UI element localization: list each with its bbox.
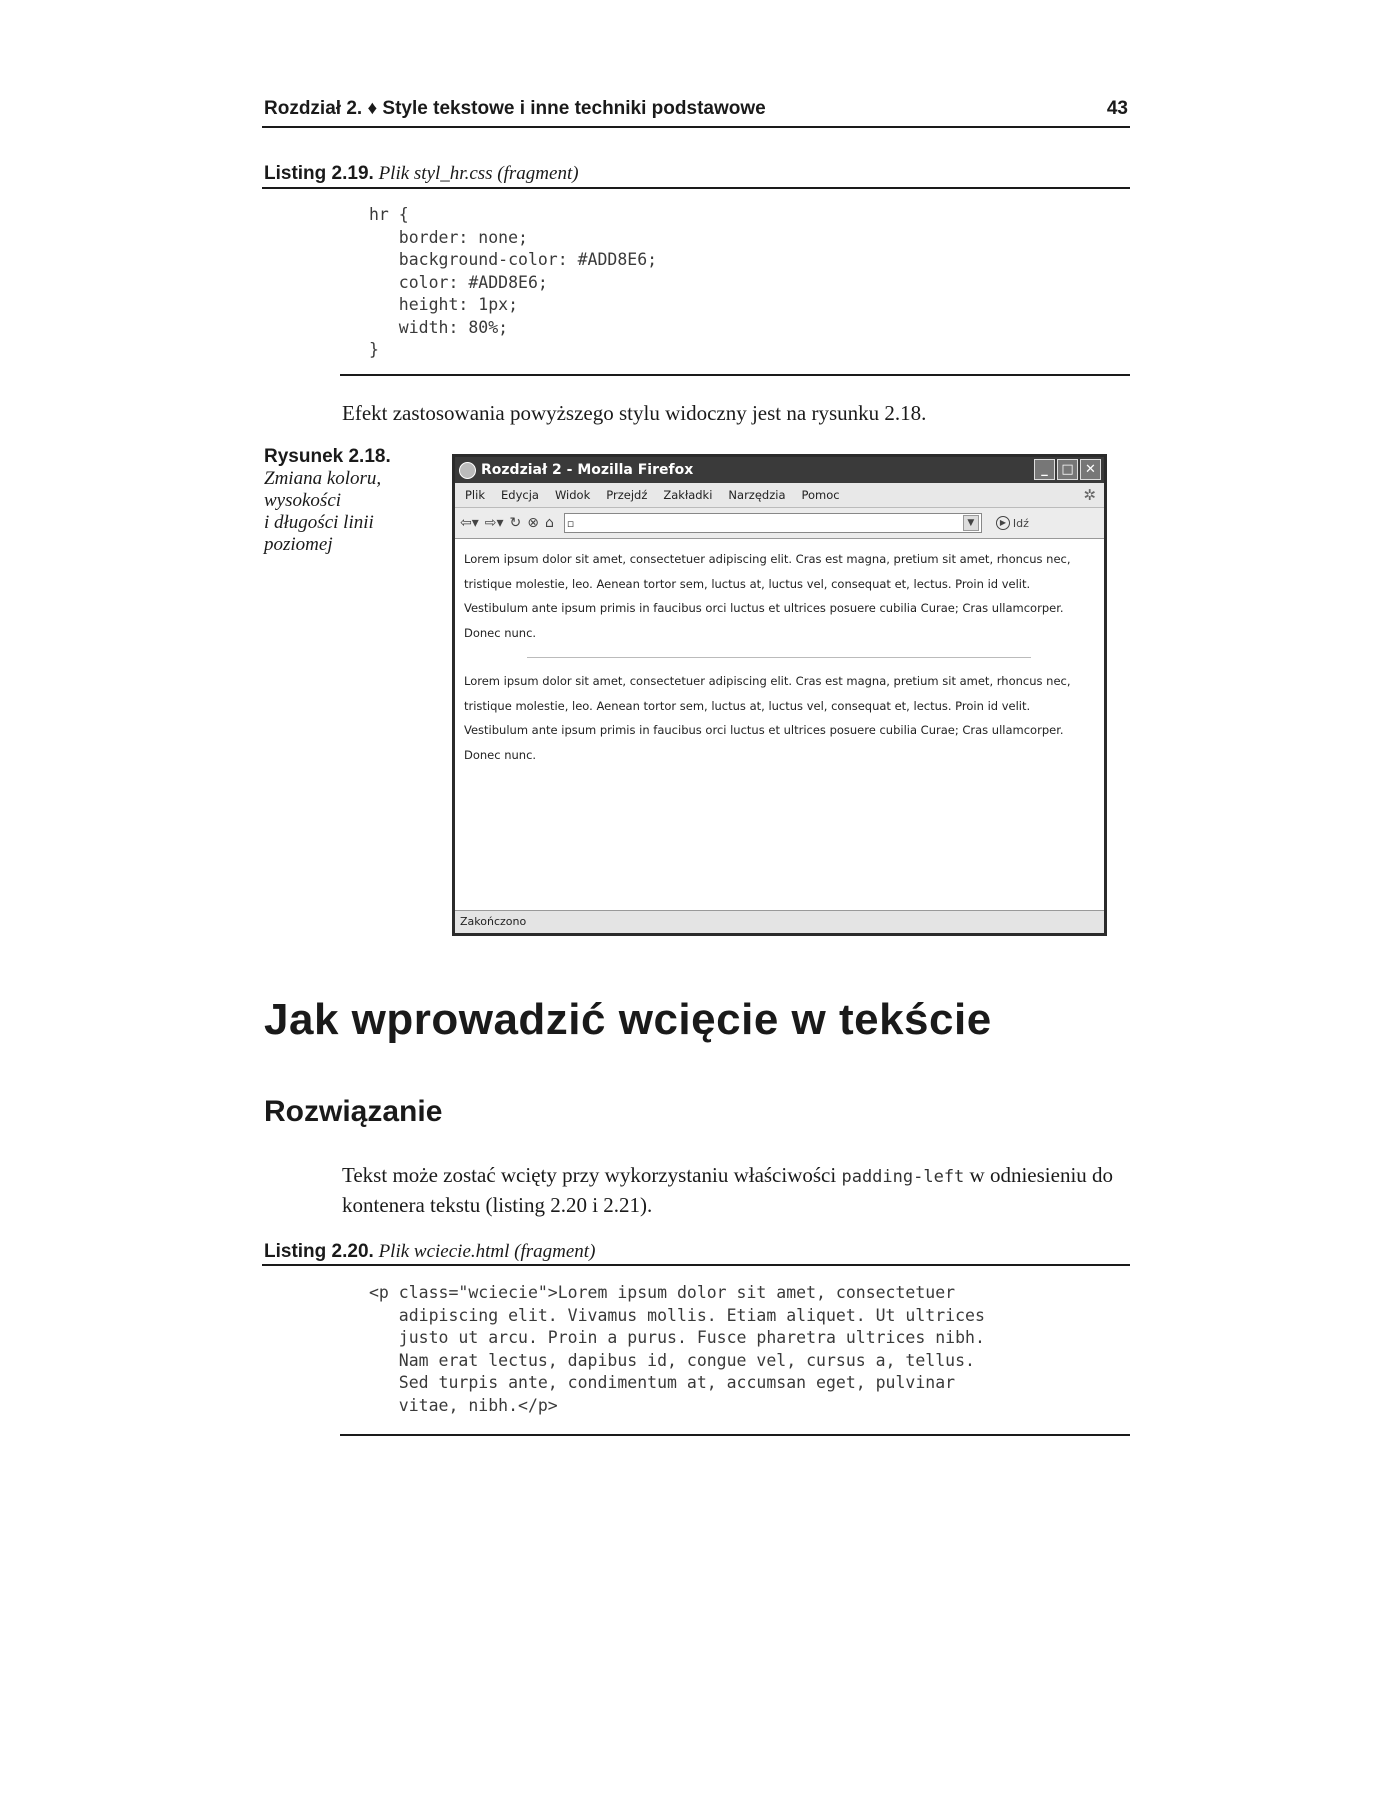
menu-plik[interactable]: Plik: [465, 488, 485, 502]
listing-title: Plik wciecie.html (fragment): [378, 1241, 596, 1262]
listing-2-19-code: hr { border: none; background-color: #ADD8E6; color: #ADD8E6; height: 1px; width: 80%; }: [369, 205, 658, 359]
figure-caption-line-4: poziomej: [264, 534, 333, 555]
figure-caption-line-2: wysokości: [264, 490, 342, 511]
chapter-title: Rozdział 2. ♦ Style tekstowe i inne techniki podstawowe: [264, 98, 766, 119]
listing-2-20-bottom-rule: [340, 1434, 1130, 1436]
header-rule: [262, 126, 1130, 128]
page-icon: ▫: [566, 516, 575, 530]
go-icon: ▶: [996, 516, 1010, 530]
content-paragraph-1: Lorem ipsum dolor sit amet, consectetuer adipiscing elit. Cras est magna, pretium sit amet, rhoncus nec, tristique molestie, leo. Aenean tortor sem, luctus at, luctus vel, consequat et, lectus. Proin id velit. Vestibulum ante ipsum primis in faucibus orci luctus et ultrices posuere cubilia Curae; Cras ullamcorper. Donec nunc.: [464, 552, 1071, 640]
horizontal-rule: [527, 657, 1031, 658]
go-label: Idź: [1012, 516, 1029, 530]
status-bar: [455, 910, 1104, 933]
running-head: [264, 98, 1128, 120]
back-icon[interactable]: ⇦▾: [460, 515, 479, 531]
menu-bar: [455, 483, 1104, 508]
content-paragraph-2: Lorem ipsum dolor sit amet, consectetuer adipiscing elit. Cras est magna, pretium sit amet, rhoncus nec, tristique molestie, leo. Aenean tortor sem, luctus at, luctus vel, consequat et, lectus. Proin id velit. Vestibulum ante ipsum primis in faucibus orci luctus et ultrices posuere cubilia Curae; Cras ullamcorper. Donec nunc.: [464, 674, 1071, 762]
inline-code-padding-left: padding-left: [841, 1167, 965, 1187]
menu-zakladki[interactable]: Zakładki: [663, 488, 713, 502]
go-button[interactable]: [996, 516, 1029, 530]
figure-caption-line-1: Zmiana koloru,: [264, 468, 382, 489]
maximize-icon[interactable]: □: [1057, 459, 1078, 480]
solution-paragraph: [342, 1161, 1132, 1219]
window-title: Rozdział 2 - Mozilla Firefox: [481, 462, 694, 478]
navigation-toolbar: [455, 508, 1104, 539]
stop-icon[interactable]: ⊗: [527, 515, 539, 531]
menu-edycja[interactable]: Edycja: [501, 488, 539, 502]
figure-caption-line-3: i długości linii: [264, 512, 374, 533]
effect-paragraph: Efekt zastosowania powyższego stylu widoczny jest na rysunku 2.18.: [342, 401, 927, 425]
page-content: [455, 539, 1104, 890]
firefox-icon: [459, 462, 476, 479]
url-input[interactable]: [564, 513, 982, 533]
listing-2-20-top-rule: [262, 1264, 1130, 1266]
listing-2-20-code: <p class="wciecie">Lorem ipsum dolor sit amet, consectetuer adipiscing elit. Vivamus mollis. Etiam aliquet. Ut ultrices justo ut arcu. Proin a purus. Fusce pharetra ultrices nibh. Nam erat lectus, dapibus id, congue vel, cursus a, tellus. Sed turpis ante, condimentum at, accumsan eget, pulvinar vitae, nibh.</p>: [369, 1283, 985, 1415]
figure-label: Rysunek 2.18.: [264, 446, 391, 467]
title-bar: [455, 457, 1104, 483]
forward-icon[interactable]: ⇨▾: [484, 515, 504, 531]
subsection-heading: Rozwiązanie: [264, 1095, 443, 1128]
chevron-down-icon[interactable]: ▼: [963, 515, 979, 531]
menu-widok[interactable]: Widok: [554, 488, 591, 502]
listing-2-20-caption: [264, 1241, 595, 1263]
listing-2-19-bottom-rule: [340, 374, 1130, 376]
menu-narzedzia[interactable]: Narzędzia: [728, 488, 786, 502]
status-text: Zakończono: [460, 915, 527, 928]
close-icon[interactable]: ✕: [1080, 459, 1101, 480]
figure-2-18-caption: [264, 446, 414, 556]
home-icon[interactable]: ⌂: [545, 515, 554, 531]
page-number: 43: [1106, 98, 1128, 119]
minimize-icon[interactable]: _: [1034, 459, 1055, 480]
menu-pomoc[interactable]: Pomoc: [801, 488, 840, 502]
listing-2-19-top-rule: [262, 187, 1130, 189]
listing-title: Plik styl_hr.css (fragment): [378, 163, 579, 184]
listing-label: Listing 2.20.: [264, 1241, 374, 1262]
reload-icon[interactable]: ↻: [509, 515, 522, 531]
solution-text-after: w odniesieniu do kontenera tekstu (listing 2.20 i 2.21).: [342, 1163, 1114, 1217]
solution-text-before: Tekst może zostać wcięty przy wykorzystaniu właściwości: [342, 1163, 842, 1187]
menu-przejdz[interactable]: Przejdź: [606, 488, 648, 502]
listing-2-19-caption: [264, 163, 579, 185]
section-heading: Jak wprowadzić wcięcie w tekście: [264, 995, 992, 1044]
browser-window: [452, 454, 1107, 936]
listing-label: Listing 2.19.: [264, 163, 374, 184]
throbber-icon: ✲: [1083, 486, 1096, 504]
